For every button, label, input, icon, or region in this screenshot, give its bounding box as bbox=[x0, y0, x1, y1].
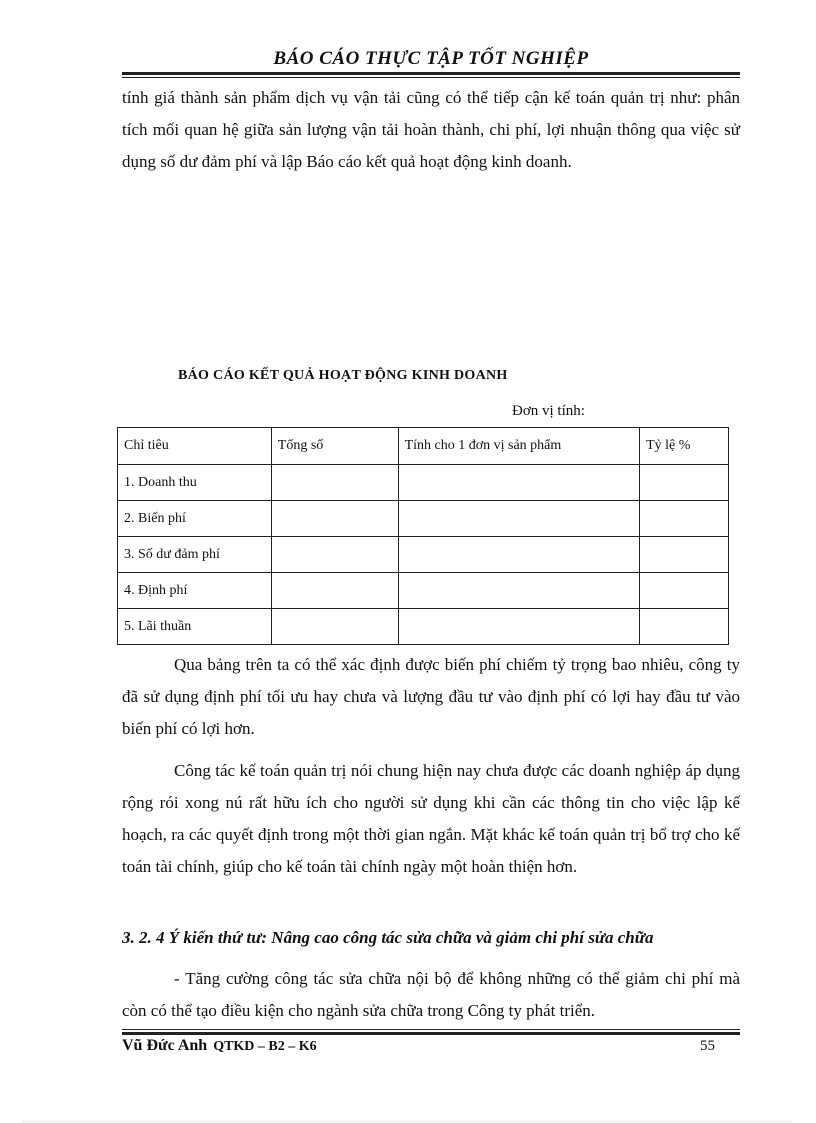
footer-class: QTKD – B2 – K6 bbox=[213, 1039, 317, 1054]
page-number: 55 bbox=[700, 1038, 715, 1054]
table-header-cell: Tổng số bbox=[271, 428, 398, 465]
paragraph-table-analysis: Qua bảng trên ta có thể xác định được biến phí chiếm tỷ trọng bao nhiêu, công ty đã sử dụng định phí tối ưu hay chưa và lượng đầu tư vào định phí có lợi hay đầu tư vào biến phí có lợi hơn. bbox=[122, 655, 740, 738]
header-rule-thin bbox=[122, 77, 740, 78]
table-cell bbox=[398, 501, 640, 537]
paragraph-intro: tính giá thành sản phẩm dịch vụ vận tải cũng có thể tiếp cận kế toán quản trị như: phân tích mối quan hệ giữa sản lượng vận tải hoàn thành, chi phí, lợi nhuận thông qua việc sử dụng số dư đảm phí và lập Báo cáo kết quả hoạt động kinh doanh. bbox=[122, 88, 740, 171]
table-row bbox=[118, 573, 729, 609]
table-row bbox=[118, 501, 729, 537]
report-title: BÁO CÁO KẾT QUẢ HOẠT ĐỘNG KINH DOANH bbox=[178, 368, 508, 383]
footer-author bbox=[122, 1037, 317, 1055]
table-cell: 2. Biến phí bbox=[118, 501, 272, 537]
table-cell: 3. Số dư đảm phí bbox=[118, 537, 272, 573]
header-title: BÁO CÁO THỰC TẬP TỐT NGHIỆP bbox=[273, 48, 589, 69]
table-cell: 1. Doanh thu bbox=[118, 465, 272, 501]
table-cell bbox=[271, 501, 398, 537]
table-cell bbox=[640, 573, 729, 609]
table-cell: 5. Lãi thuần bbox=[118, 609, 272, 645]
report-table bbox=[117, 427, 729, 645]
table-cell: 4. Định phí bbox=[118, 573, 272, 609]
table-cell bbox=[398, 465, 640, 501]
table-header-cell: Tính cho 1 đơn vị sản phẩm bbox=[398, 428, 640, 465]
table-cell bbox=[398, 609, 640, 645]
table-cell bbox=[640, 537, 729, 573]
table-header-cell: Chỉ tiêu bbox=[118, 428, 272, 465]
table-row bbox=[118, 465, 729, 501]
table-cell bbox=[271, 465, 398, 501]
section-heading: 3. 2. 4 Ý kiến thứ tư: Nâng cao công tác sửa chữa và giảm chi phí sửa chữa bbox=[122, 928, 654, 947]
table-cell bbox=[640, 465, 729, 501]
paragraph-management-accounting: Công tác kế toán quản trị nói chung hiện nay chưa được các doanh nghiệp áp dụng rộng rói xong nú rất hữu ích cho người sử dụng khi cần các thông tin cho việc lập kế hoạch, ra các quyết định trong một thời gian ngắn. Mặt khác kế toán quản trị bổ trợ cho kế toán tài chính, giúp cho kế toán tài chính ngày một hoàn thiện hơn. bbox=[122, 761, 740, 876]
table-row bbox=[118, 609, 729, 645]
table-cell bbox=[398, 537, 640, 573]
footer-rule-thin bbox=[122, 1029, 740, 1030]
table-cell bbox=[271, 537, 398, 573]
footer-rule-thick bbox=[122, 1032, 740, 1035]
bottom-dotted-line bbox=[22, 1121, 792, 1122]
header-rule-thick bbox=[122, 72, 740, 75]
footer-author-name: Vũ Đức Anh bbox=[122, 1037, 208, 1054]
table-cell bbox=[271, 609, 398, 645]
table-header-row bbox=[118, 428, 729, 465]
table-cell bbox=[271, 573, 398, 609]
table-cell bbox=[640, 609, 729, 645]
paragraph-repair: - Tăng cường công tác sửa chữa nội bộ để không những có thể giảm chi phí mà còn có thể tạo điều kiện cho ngành sửa chữa trong Công ty phát triển. bbox=[122, 969, 740, 1020]
unit-label: Đơn vị tính: bbox=[512, 403, 585, 419]
table-row bbox=[118, 537, 729, 573]
table-header-cell: Tỷ lệ % bbox=[640, 428, 729, 465]
table-cell bbox=[398, 573, 640, 609]
table-cell bbox=[640, 501, 729, 537]
